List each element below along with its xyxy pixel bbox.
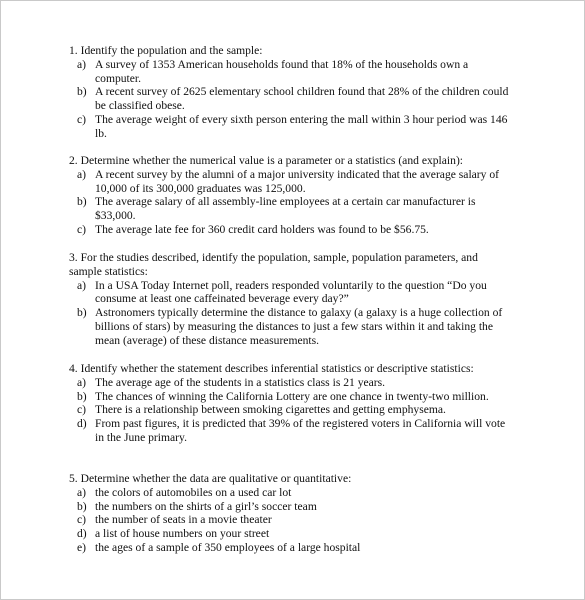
question-item <box>69 390 509 404</box>
item-letter: a) <box>77 375 87 389</box>
item-text: A recent survey by the alumni of a major university indicated that the average salary of 10,000 of its 300,000 graduates was 125,000. <box>95 167 500 195</box>
question-title: 1. Identify the population and the sample: <box>69 44 263 57</box>
question-item <box>69 113 509 141</box>
question-item <box>69 195 509 223</box>
item-text: The average salary of all assembly-line employees at a certain car manufacturer is $33,000. <box>95 195 476 223</box>
question-3 <box>69 251 509 348</box>
question-item <box>69 168 509 196</box>
item-text: The chances of winning the California Lottery are one chance in twenty-two million. <box>95 389 489 403</box>
item-letter: b) <box>77 389 87 403</box>
item-text: A recent survey of 2625 elementary school children found that 28% of the children could be classified obese. <box>95 85 509 113</box>
item-text: Astronomers typically determine the distance to galaxy (a galaxy is a huge collection of billions of stars) by measuring the distances to just a few stars within it and taking the mean (average) of these distance measurements. <box>95 306 503 347</box>
question-4 <box>69 362 509 445</box>
item-letter: a) <box>77 485 87 499</box>
item-text: From past figures, it is predicted that 39% of the registered voters in California will vote in the June primary. <box>95 417 506 444</box>
item-letter: a) <box>77 167 87 181</box>
question-title: 5. Determine whether the data are qualitative or quantitative: <box>69 472 352 485</box>
question-title: 4. Identify whether the statement describes inferential statistics or descriptive statistics: <box>69 362 474 375</box>
item-letter: e) <box>77 540 87 554</box>
question-item <box>69 85 509 113</box>
question-item <box>69 417 509 445</box>
item-letter: d) <box>77 417 87 431</box>
question-item <box>69 403 509 417</box>
item-text: the number of seats in a movie theater <box>95 513 272 527</box>
item-letter: a) <box>77 57 87 71</box>
question-item <box>69 513 509 527</box>
item-letter: c) <box>77 513 87 527</box>
question-item <box>69 279 509 307</box>
item-text: The average weight of every sixth person entering the mall within 3 hour period was 146 lb. <box>95 112 508 140</box>
item-text: the ages of a sample of 350 employees of a large hospital <box>95 540 361 554</box>
question-item <box>69 541 509 555</box>
question-item <box>69 223 509 237</box>
item-letter: a) <box>77 278 87 292</box>
item-text: The average late fee for 360 credit card holders was found to be $56.75. <box>95 222 429 236</box>
item-text: the colors of automobiles on a used car lot <box>95 485 292 499</box>
item-letter: b) <box>77 499 87 513</box>
item-text: The average age of the students in a statistics class is 21 years. <box>95 375 386 389</box>
question-item <box>69 486 509 500</box>
question-title: 2. Determine whether the numerical value is a parameter or a statistics (and explain): <box>69 154 464 167</box>
question-title: 3. For the studies described, identify the population, sample, population parameters, and sample statistics: <box>69 251 478 278</box>
question-1 <box>69 44 509 141</box>
item-text: There is a relationship between smoking cigarettes and getting emphysema. <box>95 403 446 417</box>
item-letter: c) <box>77 222 87 236</box>
item-text: a list of house numbers on your street <box>95 527 270 541</box>
item-text: In a USA Today Internet poll, readers responded voluntarily to the question “Do you consume at least one caffeinated beverage every day?” <box>95 278 487 306</box>
item-letter: d) <box>77 527 87 541</box>
item-letter: c) <box>77 403 87 417</box>
question-item <box>69 306 509 347</box>
question-item <box>69 58 509 86</box>
question-item <box>69 500 509 514</box>
item-text: A survey of 1353 American households found that 18% of the households own a computer. <box>95 57 469 85</box>
item-letter: b) <box>77 195 87 209</box>
item-letter: b) <box>77 306 87 320</box>
question-5 <box>69 472 509 555</box>
question-item <box>69 376 509 390</box>
question-2 <box>69 154 509 237</box>
question-item <box>69 527 509 541</box>
item-letter: c) <box>77 112 87 126</box>
item-text: the numbers on the shirts of a girl’s soccer team <box>95 499 317 513</box>
item-letter: b) <box>77 85 87 99</box>
